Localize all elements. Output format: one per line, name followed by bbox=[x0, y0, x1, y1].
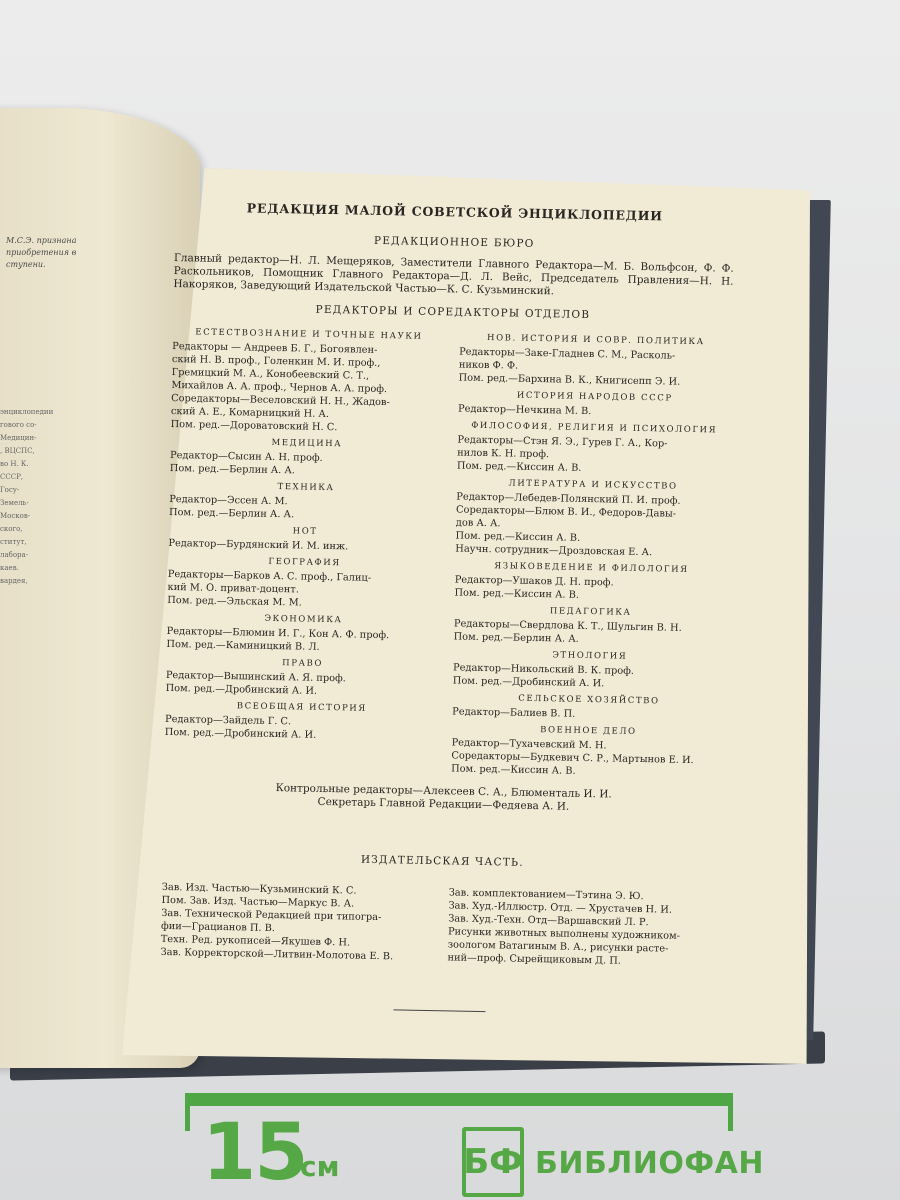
section-line: дов А. А. bbox=[455, 517, 501, 530]
section-title: ЭТНОЛОГИЯ bbox=[552, 650, 628, 662]
section-line: Пом. ред.—Киссин А. В. bbox=[456, 460, 582, 474]
section-line: Редакторы—Блюмин И. Г., Кон А. Ф. проф. bbox=[166, 625, 390, 642]
bureau-title: РЕДАКЦИОННОЕ БЮРО bbox=[373, 234, 535, 250]
left-page-snippet-side bbox=[0, 406, 53, 588]
section-title: НОТ bbox=[292, 526, 318, 537]
control-editors bbox=[163, 780, 723, 817]
section-title: ИСТОРИЯ НАРОДОВ СССР bbox=[516, 390, 673, 404]
section-line: Редактор—Никольский В. К. проф. bbox=[452, 662, 635, 677]
publishing-line: Зав. Худ.-Техн. Отд—Варшавский Л. Р. bbox=[448, 913, 649, 929]
control-line: Секретарь Главной Редакции—Федяева А. И. bbox=[317, 795, 570, 813]
section-line: Редактор—Вышинский А. Я. проф. bbox=[165, 669, 346, 685]
section-line: Пом. ред.—Каминицкий В. Л. bbox=[166, 638, 320, 653]
section-line: Михайлов А. А. проф., Чернов А. А. проф. bbox=[171, 379, 388, 396]
publishing-line: Зав. комплектованием—Тэтина Э. Ю. bbox=[448, 887, 644, 903]
section-title: ФИЛОСОФИЯ, РЕЛИГИЯ И ПСИХОЛОГИЯ bbox=[471, 420, 718, 436]
section-line: Редактор—Бурдянский И. М. инж. bbox=[168, 537, 349, 553]
publishing-line: Техн. Ред. рукописей—Якушев Ф. Н. bbox=[160, 933, 351, 949]
publishing-line: Зав. Корректорской—Литвин-Молотова Е. В. bbox=[160, 946, 394, 963]
section-title: НОВ. ИСТОРИЯ И СОВР. ПОЛИТИКА bbox=[486, 333, 705, 348]
left-snippet-line: , ВЦСПС, bbox=[0, 447, 35, 455]
section-line: Редактор—Нечкина М. В. bbox=[457, 403, 592, 418]
publishing-left-column bbox=[160, 881, 434, 964]
section-title: ЛИТЕРАТУРА И ИСКУССТВО bbox=[508, 478, 678, 492]
left-snippet-line: каев. bbox=[0, 564, 19, 572]
section-line: ский Н. В. проф., Голенкин М. И. проф., bbox=[171, 353, 381, 369]
left-snippet-line: энциклопедии bbox=[0, 408, 54, 416]
section-line: кий М. О. приват-доцент. bbox=[167, 581, 299, 596]
bureau-text: Главный редактор—Н. Л. Мещеряков, Заместители Главного Редактора—М. Б. Вольфсон, Ф. Ф. Раскольников, Помощник Главного Редактора—Д. Л. Вейс, Председатель Правления—Н. Н. Накоряков, Заведующий Издательской Частью—К. С. Кузьминский. bbox=[173, 251, 734, 298]
section-line: Редактор—Эссен А. М. bbox=[169, 493, 288, 508]
publishing-title: ИЗДАТЕЛЬСКАЯ ЧАСТЬ. bbox=[360, 853, 524, 869]
section-title: МЕДИЦИНА bbox=[271, 437, 343, 450]
section-line: Научн. сотрудник—Дроздовская Е. А. bbox=[455, 543, 653, 559]
section-line: Пом. ред.—Берлин А. А. bbox=[169, 462, 296, 477]
section-title: ГЕОГРАФИЯ bbox=[268, 556, 341, 569]
section-line: Пом. ред.—Бархина В. К., Книгисепп Э. И. bbox=[458, 372, 681, 388]
left-snippet-line: ского, bbox=[0, 525, 23, 533]
section-title: ВСЕОБЩАЯ ИСТОРИЯ bbox=[236, 701, 367, 714]
section-line: Пом. ред.—Дробинский А. И. bbox=[165, 682, 318, 697]
section-title: СЕЛЬСКОЕ ХОЗЯЙСТВО bbox=[518, 693, 660, 707]
section-line: Редактор—Балиев В. П. bbox=[452, 706, 576, 720]
publishing-line: Зав. Изд. Частью—Кузьминский К. С. bbox=[161, 881, 357, 897]
section-line: Пом. ред.—Эльская М. М. bbox=[167, 594, 302, 609]
left-snippet-line: лабора- bbox=[0, 551, 29, 559]
left-snippet-line: Земель- bbox=[0, 499, 29, 507]
control-line: Контрольные редакторы—Алексеев С. А., Блюменталь И. И. bbox=[275, 782, 612, 801]
logo-letters: БФ bbox=[463, 1142, 523, 1182]
section-line: Пом. ред.—Киссин А. В. bbox=[454, 587, 580, 601]
scale-bar-left-tick bbox=[185, 1093, 190, 1131]
left-snippet-line: ступени. bbox=[6, 260, 46, 269]
page-title: РЕДАКЦИЯ МАЛОЙ СОВЕТСКОЙ ЭНЦИКЛОПЕДИИ bbox=[246, 200, 664, 224]
left-snippet-line: приобретения в bbox=[6, 248, 77, 257]
section-line: ский А. Е., Комарницкий Н. А. bbox=[170, 405, 330, 420]
section-title: ВОЕННОЕ ДЕЛО bbox=[540, 725, 637, 737]
scale-number: 15 bbox=[202, 1108, 307, 1198]
scale-bar bbox=[185, 1093, 733, 1106]
section-line: ников Ф. Ф. bbox=[458, 359, 519, 372]
section-line: Редакторы — Андреев Б. Г., Богоявлен- bbox=[172, 340, 378, 356]
brand-name: БИБЛИОФАН bbox=[535, 1146, 764, 1181]
section-line: Редактор—Ушаков Д. Н. проф. bbox=[454, 574, 614, 589]
section-line: Редакторы—Свердлова К. Т., Шульгин В. Н. bbox=[453, 618, 682, 634]
left-snippet-line: Москов- bbox=[0, 512, 31, 520]
section-title: ПЕДАГОГИКА bbox=[549, 606, 632, 618]
section-line: Редакторы—Заке-Гладнев С. М., Расколь- bbox=[459, 346, 676, 362]
section-line: Соредакторы—Блюм В. И., Федоров-Давы- bbox=[455, 504, 677, 520]
publishing-line: Зав. Технической Редакцией при типогра- bbox=[161, 907, 382, 924]
departments-left-column bbox=[164, 322, 446, 775]
scale-unit: см bbox=[300, 1150, 340, 1183]
publishing-line: ний—проф. Сырейщиковым Д. П. bbox=[447, 952, 622, 967]
section-line: Пом. ред.—Дробинский А. И. bbox=[164, 726, 317, 741]
section-title: ЯЗЫКОВЕДЕНИЕ И ФИЛОЛОГИЯ bbox=[494, 561, 689, 575]
left-snippet-line: ститут, bbox=[0, 538, 27, 546]
left-snippet-line: вардея, bbox=[0, 577, 28, 585]
left-snippet-line: Госу- bbox=[0, 486, 20, 494]
left-page-snippet-top bbox=[6, 235, 76, 271]
section-line: Редактор—Тухачевский М. Н. bbox=[451, 737, 607, 752]
departments-right-column bbox=[451, 327, 733, 780]
publishing-line: Пом. Зав. Изд. Частью—Маркус В. А. bbox=[161, 894, 355, 910]
publishing-line: Зав. Худ.-Иллюстр. Отд. — Хрустачев Н. И. bbox=[448, 900, 673, 916]
left-snippet-line: во Н. К. bbox=[0, 460, 29, 468]
section-line: Редактор—Сысин А. Н. проф. bbox=[169, 449, 323, 464]
departments-columns bbox=[164, 322, 732, 781]
section-line: Соредакторы—Будкевич С. Р., Мартынов Е. И. bbox=[451, 750, 694, 767]
left-snippet-line: гового со- bbox=[0, 421, 37, 429]
section-title: ТЕХНИКА bbox=[277, 482, 335, 494]
publishing-line: фии—Грацианов П. В. bbox=[160, 920, 276, 935]
bibliofan-logo-icon bbox=[462, 1127, 524, 1197]
page-content bbox=[160, 200, 735, 1017]
section-line: Гремицкий М. А., Конобеевский С. Т., bbox=[171, 366, 370, 382]
section-line: Пом. ред.—Киссин А. В. bbox=[451, 763, 576, 777]
section-line: нилов К. Н. проф. bbox=[457, 447, 550, 461]
section-line: Пом. ред.—Берлин А. А. bbox=[453, 631, 579, 645]
scale-bar-right-tick bbox=[728, 1093, 733, 1131]
section-line: Пом. ред.—Дороватовский Н. С. bbox=[170, 418, 338, 434]
publishing-right-column bbox=[447, 886, 721, 969]
section-line: Пом. ред.—Киссин А. В. bbox=[455, 530, 581, 544]
section-title: ЭКОНОМИКА bbox=[264, 613, 343, 626]
departments-title: РЕДАКТОРЫ И СОРЕДАКТОРЫ ОТДЕЛОВ bbox=[315, 303, 591, 321]
left-snippet-line: М.С.Э. признана bbox=[6, 236, 77, 245]
section-line: Редактор—Лебедев-Полянский П. И. проф. bbox=[456, 491, 681, 507]
publishing-columns bbox=[160, 881, 721, 970]
publishing-line: Рисунки животных выполнены художником- bbox=[447, 926, 681, 942]
section-title: ПРАВО bbox=[282, 658, 324, 669]
left-snippet-line: Медицин- bbox=[0, 434, 37, 442]
section-line: Пом. ред.—Дробинский А. И. bbox=[452, 675, 605, 690]
left-snippet-line: СССР, bbox=[0, 473, 24, 481]
section-line: Соредакторы—Веселовский Н. Н., Жадов- bbox=[171, 392, 390, 409]
section-line: Редактор—Зайдель Г. С. bbox=[164, 713, 292, 728]
section-line: Пом. ред.—Берлин А. А. bbox=[168, 506, 295, 521]
publishing-line: зоологом Ватагиным В. А., рисунки расте- bbox=[447, 939, 669, 955]
section-title: ЕСТЕСТВОЗНАНИЕ И ТОЧНЫЕ НАУКИ bbox=[195, 327, 423, 342]
section-line: Редакторы—Стэн Я. Э., Гурев Г. А., Кор- bbox=[457, 434, 668, 450]
section-line: Редакторы—Барков А. С. проф., Галиц- bbox=[167, 568, 372, 584]
